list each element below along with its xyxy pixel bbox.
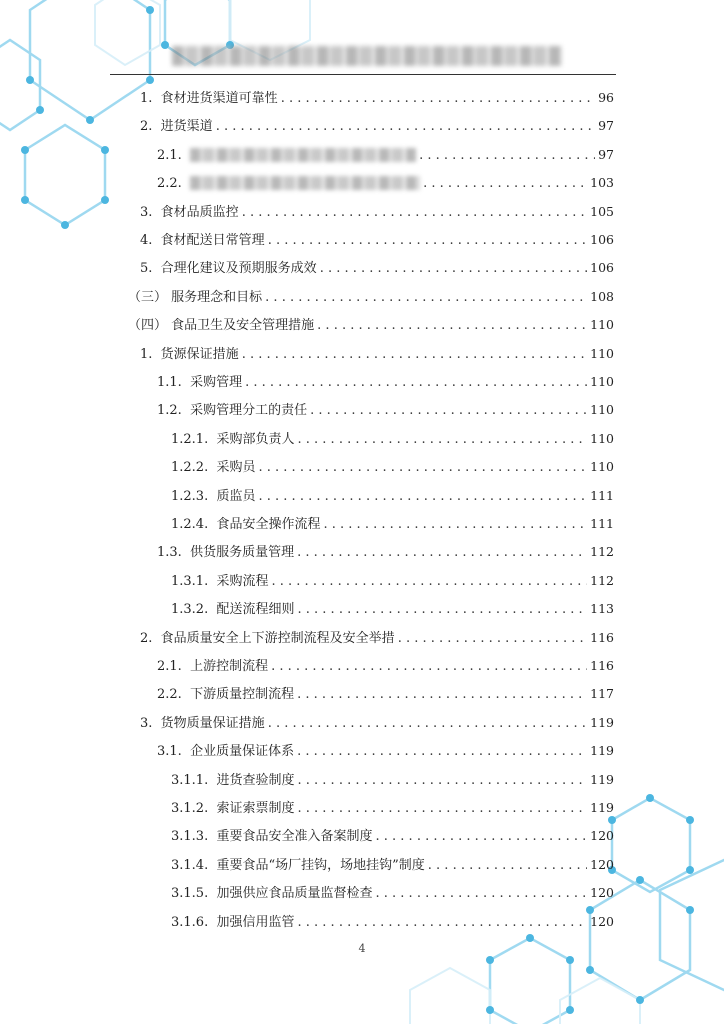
decor-hexagon	[612, 798, 690, 892]
toc-entry[interactable]	[140, 230, 614, 250]
toc-leader	[259, 458, 588, 478]
decor-node	[636, 996, 644, 1004]
toc-title: 采购部负责人	[216, 432, 295, 447]
decor-hexagon-faint	[410, 968, 490, 1024]
toc-title: 食品质量安全上下游控制流程及安全举措	[160, 631, 395, 646]
toc-title: 加强供应食品质量监督检查	[216, 886, 373, 901]
toc-number: 1.2.1.	[171, 432, 209, 447]
toc-title: 采购流程	[216, 574, 269, 589]
toc-entry[interactable]	[140, 202, 614, 222]
toc-title: 食材配送日常管理	[160, 233, 265, 248]
toc-leader	[376, 884, 588, 904]
toc-title: 下游质量控制流程	[190, 687, 295, 702]
decor-hexagon	[490, 938, 570, 1024]
toc-leader	[398, 629, 587, 649]
decor-node	[526, 934, 534, 942]
toc-title: 采购员	[216, 460, 256, 475]
header-redacted-text	[172, 46, 562, 66]
toc-page-number: 119	[590, 715, 614, 730]
toc-entry[interactable]	[171, 912, 614, 932]
toc-number: 2.1.	[157, 148, 182, 163]
toc-number: 2.	[140, 631, 153, 646]
toc-page-number: 110	[590, 374, 614, 389]
toc-leader	[298, 799, 588, 819]
toc-leader	[298, 600, 588, 620]
toc-entry[interactable]	[171, 457, 614, 477]
toc-page-number: 119	[590, 772, 614, 787]
decor-node	[686, 866, 694, 874]
toc-page-number: 108	[590, 289, 614, 304]
toc-number: 2.	[140, 119, 153, 134]
decor-hexagon-faint	[560, 978, 640, 1024]
toc-title-redacted	[190, 176, 420, 190]
toc-leader	[259, 487, 588, 507]
toc-entry[interactable]	[140, 713, 614, 733]
toc-number: 1.3.	[157, 545, 182, 560]
toc-number: 5.	[140, 261, 153, 276]
toc-page-number: 111	[590, 516, 614, 531]
toc-entry[interactable]	[157, 145, 614, 165]
toc-title: 配送流程细则	[216, 602, 295, 617]
toc-leader	[216, 117, 595, 137]
header-rule	[110, 74, 616, 75]
toc-title: 供货服务质量管理	[190, 545, 295, 560]
toc-number: 1.3.1.	[171, 574, 209, 589]
toc-entry[interactable]	[157, 741, 614, 761]
decor-node	[86, 116, 94, 124]
toc-page-number: 120	[590, 857, 614, 872]
toc-title: 重要食品“场厂挂钩，场地挂钩”制度	[216, 858, 425, 873]
decor-node	[686, 906, 694, 914]
toc-leader	[320, 259, 587, 279]
toc-entry[interactable]	[157, 372, 614, 392]
toc-number: 3.	[140, 205, 153, 220]
toc-entry[interactable]	[157, 400, 614, 420]
toc-page-number: 97	[598, 118, 614, 133]
toc-title: 进货查验制度	[216, 773, 295, 788]
toc-number: 1.2.4.	[171, 517, 209, 532]
decor-node	[486, 956, 494, 964]
toc-title: 食品卫生及安全管理措施	[171, 318, 315, 333]
decor-node	[636, 876, 644, 884]
toc-number: 1.2.2.	[171, 460, 209, 475]
toc-title: 货物质量保证措施	[160, 716, 265, 731]
toc-leader	[298, 430, 588, 450]
toc-page-number: 97	[598, 147, 614, 162]
decor-hexagon	[660, 860, 724, 990]
toc-entry[interactable]	[128, 287, 614, 307]
decor-node	[161, 41, 169, 49]
toc-page-number: 117	[590, 686, 614, 701]
toc-title: 企业质量保证体系	[190, 744, 295, 759]
toc-number: 3.1.	[157, 744, 182, 759]
toc-number: 2.1.	[157, 659, 182, 674]
toc-page-number: 110	[590, 431, 614, 446]
toc-page-number: 105	[590, 204, 614, 219]
toc-number: 3.1.5.	[171, 886, 209, 901]
toc-number: 1.1.	[157, 375, 182, 390]
toc-page-number: 111	[590, 488, 614, 503]
toc-page-number: 120	[590, 914, 614, 929]
toc-entry[interactable]	[171, 770, 614, 790]
toc-page-number: 110	[590, 402, 614, 417]
toc-leader	[324, 515, 588, 535]
toc-entry[interactable]	[140, 258, 614, 278]
decor-node	[61, 221, 69, 229]
toc-page-number: 120	[590, 885, 614, 900]
toc-page-number: 113	[590, 601, 614, 616]
toc-page-number: 110	[590, 459, 614, 474]
toc-leader	[376, 827, 588, 847]
toc-title: 食材进货渠道可靠性	[160, 91, 278, 106]
decor-node	[146, 6, 154, 14]
toc-number: 3.1.6.	[171, 915, 209, 930]
toc-entry[interactable]	[171, 514, 614, 534]
toc-title-redacted	[190, 148, 416, 162]
decor-node	[101, 196, 109, 204]
toc-leader	[298, 771, 588, 791]
toc-title: 采购管理分工的责任	[190, 403, 308, 418]
toc-number: （四）	[128, 318, 168, 333]
decor-node	[21, 146, 29, 154]
toc-number: 3.1.1.	[171, 773, 209, 788]
decor-node	[146, 76, 154, 84]
toc-number: 1.2.	[157, 403, 182, 418]
toc-leader	[268, 231, 587, 251]
toc-title: 质监员	[216, 489, 256, 504]
decor-node	[26, 76, 34, 84]
toc-entry[interactable]	[157, 656, 614, 676]
toc-page-number: 110	[590, 346, 614, 361]
decor-node	[21, 196, 29, 204]
toc-page-number: 116	[590, 630, 614, 645]
toc-number: 3.	[140, 716, 153, 731]
toc-number: 3.1.2.	[171, 801, 209, 816]
toc-page-number: 119	[590, 800, 614, 815]
toc-number: 1.	[140, 347, 153, 362]
toc-entry[interactable]	[140, 116, 614, 136]
toc-leader	[268, 714, 587, 734]
decor-node	[566, 956, 574, 964]
toc-page-number: 120	[590, 828, 614, 843]
toc-page-number: 103	[590, 175, 614, 190]
toc-entry[interactable]	[140, 88, 614, 108]
toc-entry[interactable]	[171, 486, 614, 506]
toc-page-number: 110	[590, 317, 614, 332]
toc-entry[interactable]	[171, 599, 614, 619]
toc-entry[interactable]	[140, 344, 614, 364]
toc-leader	[297, 685, 587, 705]
toc-title: 索证索票制度	[216, 801, 295, 816]
toc-number: 1.3.2.	[171, 602, 209, 617]
toc-leader	[419, 146, 595, 166]
toc-leader	[297, 543, 587, 563]
toc-entry[interactable]	[171, 883, 614, 903]
toc-leader	[428, 856, 587, 876]
toc-title: 上游控制流程	[190, 659, 269, 674]
toc-number: （三）	[128, 290, 168, 305]
toc-leader	[297, 742, 587, 762]
toc-entry[interactable]	[157, 684, 614, 704]
toc-title: 合理化建议及预期服务成效	[160, 261, 317, 276]
toc-number: 1.2.3.	[171, 489, 209, 504]
toc-page-number: 119	[590, 743, 614, 758]
toc-page-number: 96	[598, 90, 614, 105]
decor-hexagon	[0, 40, 40, 130]
toc-number: 2.2.	[157, 176, 182, 191]
toc-leader	[298, 913, 588, 933]
decor-node	[646, 794, 654, 802]
toc-title: 货源保证措施	[160, 347, 239, 362]
toc-entry[interactable]	[140, 628, 614, 648]
toc-title: 服务理念和目标	[171, 290, 263, 305]
decor-node	[36, 106, 44, 114]
toc-leader	[242, 203, 587, 223]
toc-leader	[272, 572, 588, 592]
toc-leader	[423, 174, 587, 194]
toc-entry[interactable]	[171, 798, 614, 818]
toc-page-number: 116	[590, 658, 614, 673]
toc-page-number: 112	[590, 573, 614, 588]
toc-title: 加强信用监管	[216, 915, 295, 930]
toc-title: 重要食品安全准入备案制度	[216, 829, 373, 844]
toc-entry[interactable]	[157, 173, 614, 193]
decor-node	[101, 146, 109, 154]
decor-node	[686, 816, 694, 824]
toc-entry[interactable]	[128, 315, 614, 335]
toc-page-number: 106	[590, 260, 614, 275]
toc-leader	[310, 401, 587, 421]
decor-hexagon	[25, 125, 105, 225]
toc-leader	[242, 345, 587, 365]
toc-entry[interactable]	[171, 826, 614, 846]
toc-entry[interactable]	[157, 542, 614, 562]
decor-node	[566, 1006, 574, 1014]
toc-title: 采购管理	[190, 375, 243, 390]
decor-node	[586, 966, 594, 974]
toc-leader	[265, 288, 587, 308]
toc-number: 4.	[140, 233, 153, 248]
toc-entry[interactable]	[171, 429, 614, 449]
toc-page-number: 106	[590, 232, 614, 247]
decor-node	[486, 1006, 494, 1014]
toc-leader	[271, 657, 587, 677]
toc-title: 食品安全操作流程	[216, 517, 321, 532]
toc-leader	[245, 373, 587, 393]
toc-entry[interactable]	[171, 855, 614, 875]
toc-page-number: 112	[590, 544, 614, 559]
toc-number: 1.	[140, 91, 153, 106]
toc-title: 食材品质监控	[160, 205, 239, 220]
toc-entry[interactable]	[171, 571, 614, 591]
footer-page-number: 4	[358, 942, 366, 955]
toc-leader	[281, 89, 595, 109]
toc-title: 进货渠道	[160, 119, 213, 134]
toc-leader	[317, 316, 587, 336]
toc-number: 2.2.	[157, 687, 182, 702]
toc-number: 3.1.4.	[171, 858, 209, 873]
toc-number: 3.1.3.	[171, 829, 209, 844]
